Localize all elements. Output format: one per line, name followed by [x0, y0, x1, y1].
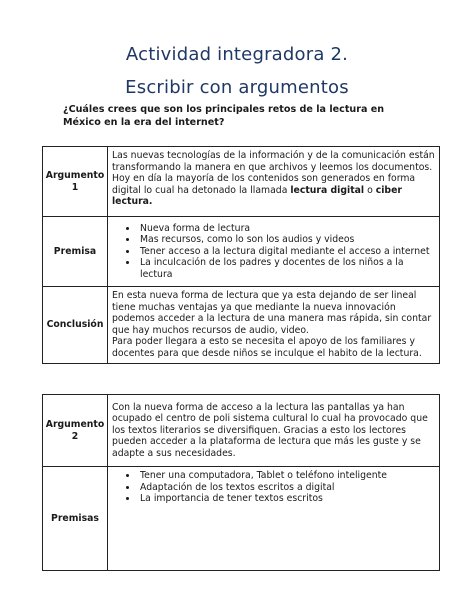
premise-item: • Tener una computadora, Tablet o teléfono inteligente — [138, 470, 435, 482]
argument-table-2 — [42, 394, 440, 571]
premise-list — [112, 470, 435, 505]
premise-item: • Tener acceso a la lectura digital mediante el acceso a internet — [138, 246, 435, 258]
question-text: ¿Cuáles crees que son los principales retos de la lectura en México en la era del internet? — [63, 104, 385, 128]
argument-bold-term: ciber lectura. — [112, 184, 402, 208]
premise-list-cell — [108, 467, 440, 571]
premise-item: • Nueva forma de lectura — [138, 223, 435, 235]
argument-text-part: o — [364, 184, 376, 196]
premise-item: • La importancia de tener textos escritos — [138, 493, 435, 505]
argument-text-part: Las nuevas tecnologías de la información y de la comunicación están transformando la manera en que archivos y leemos los documentos. Hoy en día la mayoría de los contenidos son generados en forma digital lo cual ha detonado la llamada — [112, 150, 435, 196]
document-title: Actividad integradora 2. — [125, 44, 349, 65]
premise-label: Premisas — [43, 467, 108, 571]
argument-label: Argumento 1 — [43, 147, 108, 217]
argument-text — [108, 147, 440, 217]
argument-row — [43, 147, 440, 217]
premise-row — [43, 467, 440, 571]
argument-table-1 — [42, 146, 440, 364]
argument-text: Con la nueva forma de acceso a la lectura las pantallas ya han ocupado el centro de poli sistema cultural lo cual ha provocado que los textos literarios se diversifiquen. Gracias a esto los lectores pueden acceder a la plataforma de lectura que más les guste y se adapte a sus necesidades. — [108, 395, 440, 467]
premise-item: • Adaptación de los textos escritos a digital — [138, 482, 435, 494]
premise-list-cell — [108, 217, 440, 287]
conclusion-text — [108, 287, 440, 364]
conclusion-row — [43, 287, 440, 364]
premise-list — [112, 223, 435, 281]
premise-label: Premisa — [43, 217, 108, 287]
premise-item: • Mas recursos, como lo son los audios y videos — [138, 234, 435, 246]
argument-row — [43, 395, 440, 467]
conclusion-paragraph: Para poder llegara a esto se necesita el apoyo de los familiares y docentes para que desde niños se inculque el habito de la lectura. — [112, 336, 422, 359]
conclusion-paragraph: En esta nueva forma de lectura que ya esta dejando de ser lineal tiene muchas ventajas ya que mediante la nueva innovación podemos acceder a la lectura de una manera mas rápida, sin contar que hay muchos recursos de audio, video. — [112, 290, 432, 336]
conclusion-label: Conclusión — [43, 287, 108, 364]
argument-label: Argumento 2 — [43, 395, 108, 467]
document-subtitle: Escribir con argumentos — [125, 77, 349, 98]
argument-bold-term: lectura digital — [290, 184, 365, 196]
premise-row — [43, 217, 440, 287]
premise-item: • La inculcación de los padres y docentes de los niños a la lectura — [138, 257, 435, 280]
